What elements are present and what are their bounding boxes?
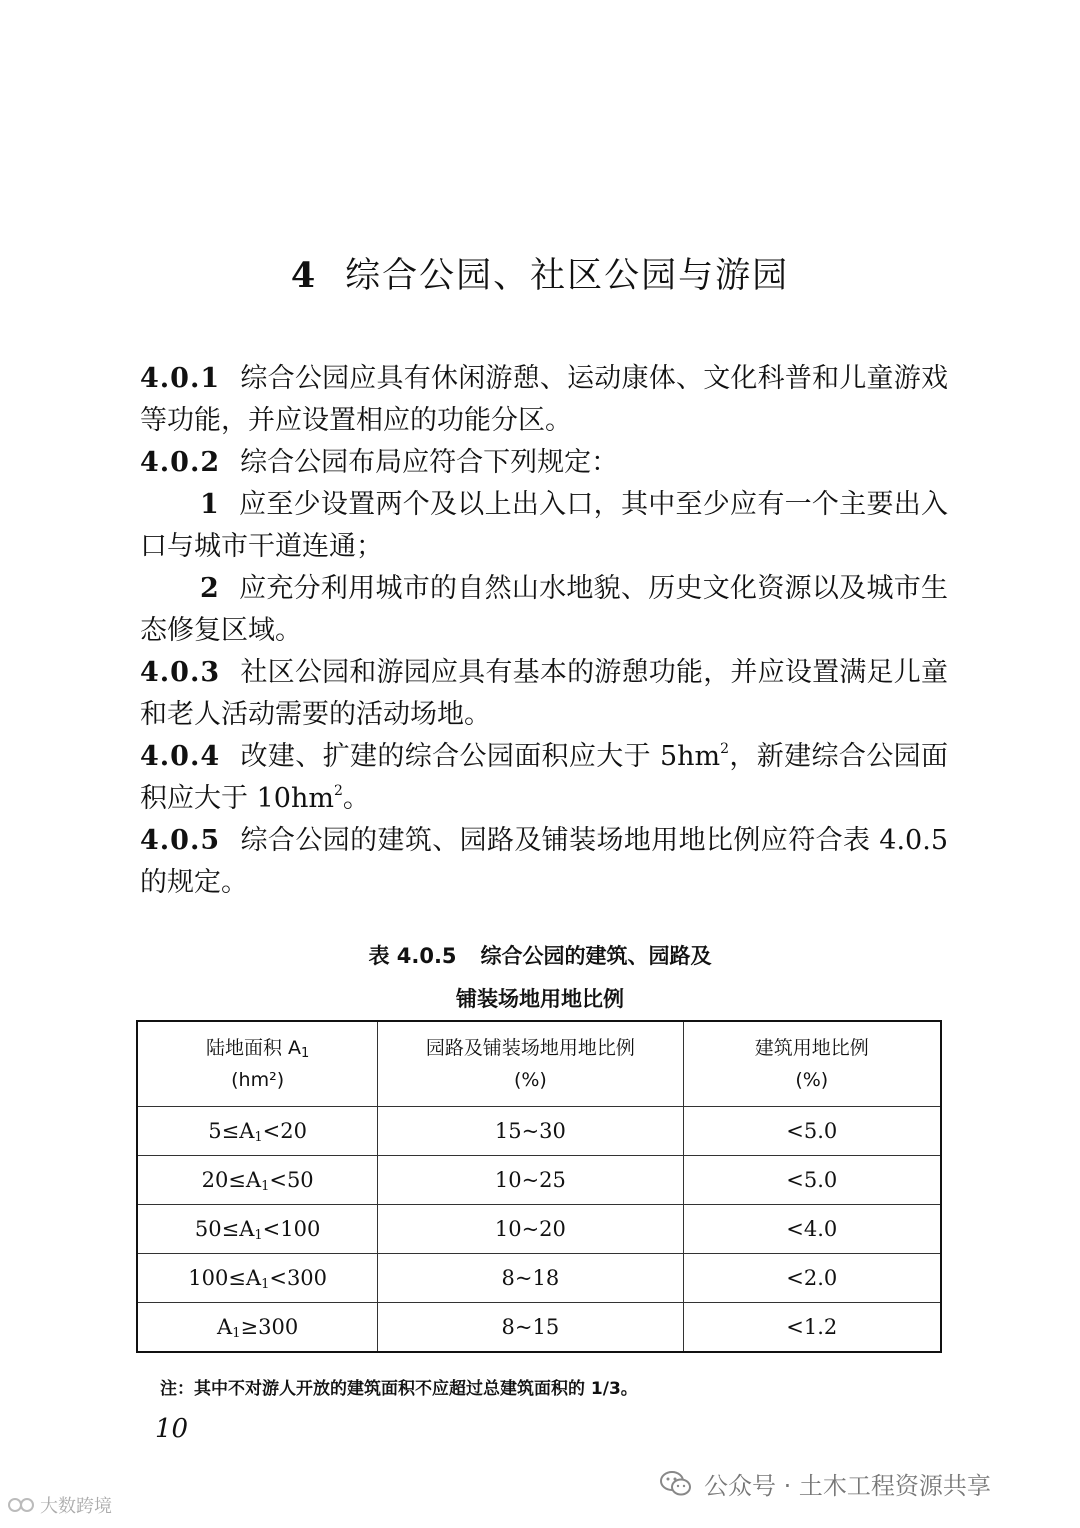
item-number: 2: [200, 573, 219, 604]
page-number: 10: [155, 1414, 189, 1444]
item-text: 应至少设置两个及以上出入口，其中至少应有一个主要出入口与城市干道连通；: [140, 489, 948, 562]
cell-building-ratio: <4.0: [683, 1205, 941, 1254]
table-note: 注：其中不对游人开放的建筑面积不应超过总建筑面积的 1/3。: [160, 1379, 638, 1399]
cell-road-ratio: 8~15: [378, 1303, 683, 1353]
superscript: 2: [333, 783, 343, 799]
table-row: [137, 1205, 941, 1254]
header-text: 建筑用地比例: [754, 1037, 869, 1059]
table-id: 表 4.0.5: [368, 944, 457, 968]
corner-mark: [8, 1492, 112, 1518]
watermark: [660, 1466, 991, 1501]
clause-id: 4.0.1: [140, 363, 221, 394]
clause-4-0-2-item-1: [140, 484, 948, 568]
header-building-ratio: [683, 1021, 941, 1107]
header-unit: (%): [513, 1069, 547, 1091]
subscript: 1: [301, 1046, 310, 1061]
cell-road-ratio: 15~30: [378, 1107, 683, 1156]
clause-text: 综合公园应具有休闲游憩、运动康体、文化科普和儿童游戏等功能，并应设置相应的功能分区。: [140, 363, 948, 436]
cell-road-ratio: 8~18: [378, 1254, 683, 1303]
clause-text: ，新建综合公园面积应大于 10hm: [140, 741, 948, 814]
chapter-number: 4: [290, 255, 318, 296]
cell-building-ratio: <2.0: [683, 1254, 941, 1303]
clause-4-0-1: [140, 358, 948, 442]
brand-icon: [8, 1495, 36, 1515]
table-caption-line1: 综合公园的建筑、园路及: [480, 944, 712, 968]
clause-text: 综合公园的建筑、园路及铺装场地用地比例应符合表 4.0.5的规定。: [140, 825, 948, 898]
table-caption-line2: 铺装场地用地比例: [456, 987, 624, 1011]
clause-4-0-5: [140, 820, 948, 904]
cell-land-area: $100\le A_1<300$: [137, 1254, 378, 1303]
watermark-text: 公众号 · 土木工程资源共享: [704, 1472, 991, 1500]
cell-building-ratio: <1.2: [683, 1303, 941, 1353]
table-row: [137, 1303, 941, 1353]
clause-id: 4.0.2: [140, 447, 221, 478]
item-text: 应充分利用城市的自然山水地貌、历史文化资源以及城市生态修复区域。: [140, 573, 948, 646]
header-land-area: [137, 1021, 378, 1107]
table-row: [137, 1107, 941, 1156]
table-header-row: [137, 1021, 941, 1107]
clause-text: 改建、扩建的综合公园面积应大于 5hm: [240, 741, 721, 772]
header-road-ratio: [378, 1021, 683, 1107]
header-unit: (hm²): [231, 1069, 285, 1091]
chapter-title: [0, 248, 1080, 298]
land-use-ratio-table: [136, 1020, 942, 1353]
cell-building-ratio: <5.0: [683, 1107, 941, 1156]
clause-id: 4.0.4: [140, 741, 221, 772]
header-text: 陆地面积 A: [205, 1037, 301, 1059]
item-number: 1: [200, 489, 219, 520]
cell-land-area: $50\le A_1<100$: [137, 1205, 378, 1254]
clause-id: 4.0.5: [140, 825, 221, 856]
clause-4-0-2: [140, 442, 948, 484]
wechat-icon: [660, 1471, 692, 1497]
clause-4-0-3: [140, 652, 948, 736]
clause-text: 综合公园布局应符合下列规定：: [240, 447, 619, 478]
superscript: 2: [720, 741, 730, 757]
clause-text: 社区公园和游园应具有基本的游憩功能，并应设置满足儿童和老人活动需要的活动场地。: [140, 657, 948, 730]
cell-land-area: $20\le A_1<50$: [137, 1156, 378, 1205]
chapter-title-text: 综合公园、社区公园与游园: [345, 256, 790, 296]
body-text: [140, 358, 948, 904]
table-row: [137, 1156, 941, 1205]
clause-text: 。: [342, 783, 370, 814]
cell-land-area: $5\le A_1<20$: [137, 1107, 378, 1156]
cell-road-ratio: 10~20: [378, 1205, 683, 1254]
table-row: [137, 1254, 941, 1303]
table-caption: [0, 940, 1080, 970]
clause-4-0-2-item-2: [140, 568, 948, 652]
header-unit: (%): [795, 1069, 829, 1091]
clause-4-0-4: [140, 736, 948, 820]
cell-road-ratio: 10~25: [378, 1156, 683, 1205]
header-text: 园路及铺装场地用地比例: [425, 1037, 635, 1059]
clause-id: 4.0.3: [140, 657, 221, 688]
cell-building-ratio: <5.0: [683, 1156, 941, 1205]
cell-land-area: $A_1\ge 300$: [137, 1303, 378, 1353]
corner-mark-text: 大数跨境: [40, 1496, 112, 1517]
